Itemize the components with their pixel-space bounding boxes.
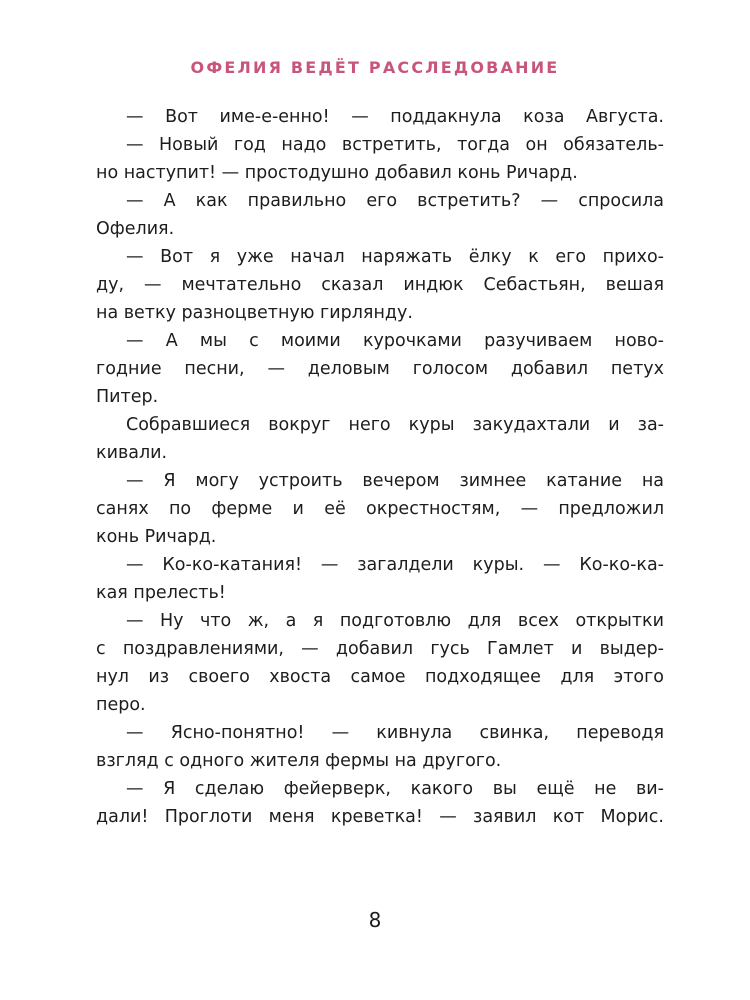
text-line: — А мы с моими курочками разучиваем ново- <box>126 331 664 351</box>
text-line: Собравшиеся вокруг него куры закудахтали и за- <box>126 415 664 435</box>
text-line: — Вот име-е-енно! — поддакнула коза Августа. <box>126 107 664 127</box>
text-line: — Я сделаю фейерверк, какого вы ещё не ви- <box>126 779 664 799</box>
text-line: Офелия. <box>96 219 175 239</box>
text-line: нул из своего хвоста самое подходящее для этого <box>96 667 664 687</box>
text-line: с поздравлениями, — добавил гусь Гамлет и выдер- <box>96 639 664 659</box>
text-line: перо. <box>96 695 146 715</box>
text-line: — Ну что ж, а я подготовлю для всех открытки <box>126 611 664 631</box>
text-line: но наступит! — простодушно добавил конь Ричард. <box>96 163 578 183</box>
text-line: кая прелесть! <box>96 583 226 603</box>
text-line: на ветку разноцветную гирлянду. <box>96 303 413 323</box>
text-line: взгляд с одного жителя фермы на другого. <box>96 751 502 771</box>
text-line: Питер. <box>96 387 159 407</box>
text-line: — А как правильно его встретить? — спросила <box>126 191 664 211</box>
text-line: — Ко-ко-катания! — загалдели куры. — Ко-ко-ка- <box>126 555 664 575</box>
text-line: годние песни, — деловым голосом добавил петух <box>96 359 664 379</box>
text-line: кивали. <box>96 443 168 463</box>
text-line: — Новый год надо встретить, тогда он обязатель- <box>126 135 664 155</box>
text-line: — Вот я уже начал наряжать ёлку к его прихо- <box>126 247 664 267</box>
text-line: — Я могу устроить вечером зимнее катание на <box>126 471 664 491</box>
text-line: ду, — мечтательно сказал индюк Себастьян, вешая <box>96 275 664 295</box>
text-line: конь Ричард. <box>96 527 217 547</box>
text-line: — Ясно-понятно! — кивнула свинка, переводя <box>126 723 664 743</box>
body-text <box>96 103 664 831</box>
text-line: дали! Проглоти меня креветка! — заявил кот Морис. <box>96 807 664 827</box>
text-line: санях по ферме и её окрестностям, — предложил <box>96 499 664 519</box>
page-number: 8 <box>368 908 382 932</box>
running-head: ОФЕЛИЯ ВЕДЁТ РАССЛЕДОВАНИЕ <box>190 58 560 77</box>
